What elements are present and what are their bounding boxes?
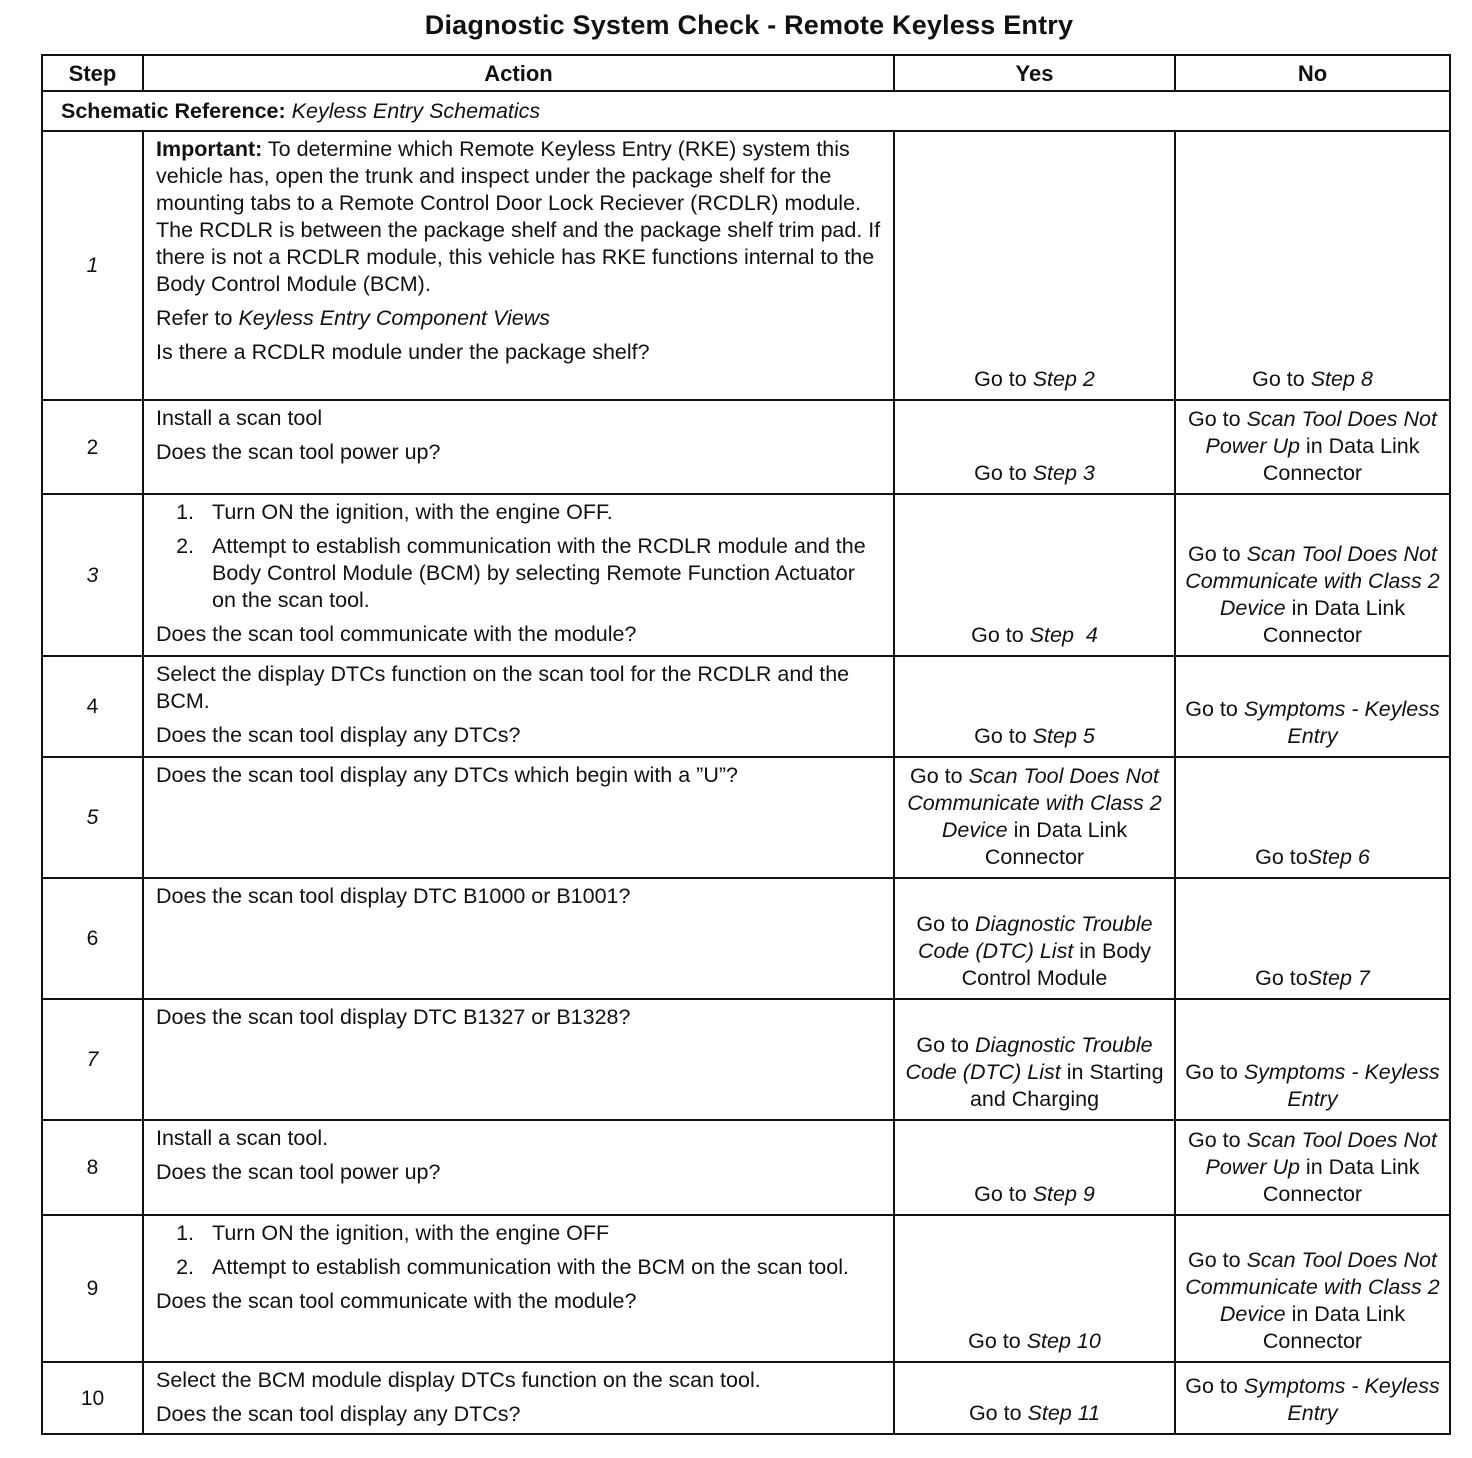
refer-note [156, 305, 881, 332]
list-item: 2. Attempt to establish communication with the RCDLR module and the Body Control Module (BCM) by selecting Remote Function Actuator on the scan tool. [200, 533, 881, 614]
yes-link[interactable]: Diagnostic Trouble Code (DTC) List [917, 912, 1153, 963]
table-row [42, 878, 1450, 999]
yes-prefix: Go to [916, 1033, 969, 1057]
no-suffix: in Data Link Connector [1262, 434, 1420, 485]
table-row [42, 1215, 1450, 1362]
no-prefix: Go to [1187, 1248, 1241, 1272]
yes-cell[interactable] [894, 999, 1175, 1120]
yes-suffix: in Body Control Module [961, 939, 1151, 990]
page-title: Diagnostic System Check - Remote Keyless Entry [424, 10, 1074, 40]
no-prefix: Go to [1255, 845, 1308, 869]
refer-prefix: Refer to [156, 306, 233, 330]
header-no: No [1175, 55, 1450, 91]
yes-link[interactable]: Step 4 [1029, 623, 1098, 647]
refer-link[interactable]: Keyless Entry Component Views [238, 306, 550, 330]
instruction: Install a scan tool [156, 406, 323, 430]
yes-prefix: Go to [916, 912, 969, 936]
step-number: 4 [42, 656, 143, 757]
step-number: 6 [42, 878, 143, 999]
step-number: 10 [42, 1362, 143, 1434]
yes-prefix: Go to [974, 461, 1027, 485]
question: Does the scan tool display DTC B1000 or B1001? [156, 884, 631, 908]
step-number: 1 [42, 131, 143, 400]
yes-cell[interactable] [894, 1362, 1175, 1434]
step-list [156, 1220, 881, 1281]
instruction: Select the display DTCs function on the scan tool for the RCDLR and the BCM. [156, 662, 850, 713]
no-prefix: Go to [1187, 1128, 1241, 1152]
no-cell[interactable] [1175, 656, 1450, 757]
important-label: Important: [156, 137, 263, 161]
yes-link[interactable]: Step 11 [1027, 1401, 1101, 1425]
no-prefix: Go to [1185, 697, 1238, 721]
question: Does the scan tool power up? [156, 1160, 441, 1184]
yes-link[interactable]: Scan Tool Does Not Communicate with Class 2 Device [907, 764, 1162, 842]
question: Does the scan tool communicate with the module? [156, 1289, 637, 1313]
no-cell[interactable] [1175, 400, 1450, 494]
important-note [156, 136, 881, 298]
step-number: 2 [42, 400, 143, 494]
no-prefix: Go to [1187, 407, 1241, 431]
no-link[interactable]: Scan Tool Does Not Communicate with Class 2 Device [1185, 542, 1440, 620]
instruction: Install a scan tool. [156, 1126, 329, 1150]
no-suffix: in Data Link Connector [1262, 1155, 1420, 1206]
yes-link[interactable]: Step 9 [1032, 1182, 1095, 1206]
yes-cell[interactable] [894, 878, 1175, 999]
no-link[interactable]: Scan Tool Does Not Power Up [1205, 407, 1437, 458]
no-cell[interactable] [1175, 757, 1450, 878]
no-link[interactable]: Scan Tool Does Not Power Up [1205, 1128, 1437, 1179]
step-number: 5 [42, 757, 143, 878]
action-cell [143, 757, 894, 878]
question: Does the scan tool power up? [156, 440, 441, 464]
no-cell[interactable] [1175, 1362, 1450, 1434]
table-row [42, 1120, 1450, 1215]
yes-suffix: in Data Link Connector [984, 818, 1128, 869]
step-number: 8 [42, 1120, 143, 1215]
table-row [42, 400, 1450, 494]
action-cell [143, 1120, 894, 1215]
question: Is there a RCDLR module under the package shelf? [156, 340, 650, 364]
yes-link[interactable]: Step 3 [1032, 461, 1095, 485]
header-row [42, 55, 1450, 91]
table-row [42, 494, 1450, 656]
yes-cell[interactable] [894, 656, 1175, 757]
action-cell [143, 656, 894, 757]
action-cell [143, 400, 894, 494]
yes-prefix: Go to [974, 367, 1027, 391]
yes-link[interactable]: Step 2 [1032, 367, 1095, 391]
yes-cell[interactable] [894, 757, 1175, 878]
no-link[interactable]: Step 7 [1307, 966, 1370, 990]
action-cell [143, 494, 894, 656]
no-cell[interactable] [1175, 1215, 1450, 1362]
action-cell [143, 1362, 894, 1434]
yes-prefix: Go to [974, 1182, 1027, 1206]
table-row [42, 131, 1450, 400]
no-link[interactable]: Symptoms - Keyless Entry [1243, 697, 1440, 748]
step-list [156, 499, 881, 614]
action-cell [143, 878, 894, 999]
yes-link[interactable]: Diagnostic Trouble Code (DTC) List [905, 1033, 1153, 1084]
header-yes: Yes [894, 55, 1175, 91]
yes-prefix: Go to [974, 724, 1027, 748]
step-number: 7 [42, 999, 143, 1120]
table-row [42, 999, 1450, 1120]
list-item: 2. Attempt to establish communication with the BCM on the scan tool. [200, 1254, 881, 1281]
action-cell [143, 1215, 894, 1362]
step-number: 9 [42, 1215, 143, 1362]
header-action: Action [143, 55, 894, 91]
yes-cell[interactable] [894, 494, 1175, 656]
yes-link[interactable]: Step 5 [1032, 724, 1095, 748]
schematic-reference-row [42, 91, 1450, 131]
yes-prefix: Go to [971, 623, 1024, 647]
important-text: To determine which Remote Keyless Entry (RKE) system this vehicle has, open the trunk and inspect under the package shelf for the mounting tabs to a Remote Control Door Lock Reciever (RCDLR) module. The RCDLR is between the package shelf and the package shelf trim pad. If there is not a RCDLR module, this vehicle has RKE functions internal to the Body Control Module (BCM). [156, 137, 881, 296]
action-cell [143, 131, 894, 400]
diagnostic-table [41, 54, 1451, 1435]
no-cell[interactable] [1175, 494, 1450, 656]
no-link[interactable]: Scan Tool Does Not Communicate with Class 2 Device [1185, 1248, 1440, 1326]
no-prefix: Go to [1185, 1060, 1238, 1084]
yes-cell[interactable] [894, 131, 1175, 400]
schematic-reference-link[interactable]: Keyless Entry Schematics [291, 98, 541, 123]
yes-suffix: in Starting and Charging [969, 1060, 1164, 1111]
no-suffix: in Data Link Connector [1262, 1302, 1406, 1353]
question: Does the scan tool display any DTCs? [156, 723, 521, 747]
list-item: 1. Turn ON the ignition, with the engine OFF [200, 1220, 881, 1247]
question: Does the scan tool display any DTCs which begin with a ”U”? [156, 763, 738, 787]
yes-prefix: Go to [968, 1401, 1022, 1425]
no-cell[interactable] [1175, 131, 1450, 400]
no-prefix: Go to [1252, 367, 1305, 391]
action-cell [143, 999, 894, 1120]
step-number: 3 [42, 494, 143, 656]
table-row [42, 757, 1450, 878]
question: Does the scan tool display DTC B1327 or B1328? [156, 1005, 631, 1029]
yes-cell[interactable] [894, 400, 1175, 494]
no-link[interactable]: Step 6 [1307, 845, 1370, 869]
header-step: Step [42, 55, 143, 91]
yes-cell[interactable] [894, 1120, 1175, 1215]
no-prefix: Go to [1255, 966, 1308, 990]
no-link[interactable]: Step 8 [1310, 367, 1373, 391]
schematic-reference-label: Schematic Reference: [61, 98, 286, 123]
yes-link[interactable]: Step 10 [1026, 1329, 1101, 1353]
list-item: 1. Turn ON the ignition, with the engine OFF. [200, 499, 881, 526]
no-prefix: Go to [1185, 1374, 1238, 1398]
yes-prefix: Go to [909, 764, 963, 788]
no-prefix: Go to [1187, 542, 1241, 566]
table-row [42, 656, 1450, 757]
table-row [42, 1362, 1450, 1434]
no-suffix: in Data Link Connector [1262, 596, 1406, 647]
yes-prefix: Go to [968, 1329, 1021, 1353]
schematic-reference [42, 91, 1450, 131]
no-link[interactable]: Symptoms - Keyless Entry [1243, 1374, 1440, 1425]
no-cell[interactable] [1175, 1120, 1450, 1215]
question: Does the scan tool communicate with the module? [156, 622, 637, 646]
instruction: Select the BCM module display DTCs function on the scan tool. [156, 1368, 761, 1392]
yes-cell[interactable] [894, 1215, 1175, 1362]
question: Does the scan tool display any DTCs? [156, 1402, 521, 1426]
no-link[interactable]: Symptoms - Keyless Entry [1243, 1060, 1440, 1111]
no-cell[interactable] [1175, 999, 1450, 1120]
no-cell[interactable] [1175, 878, 1450, 999]
